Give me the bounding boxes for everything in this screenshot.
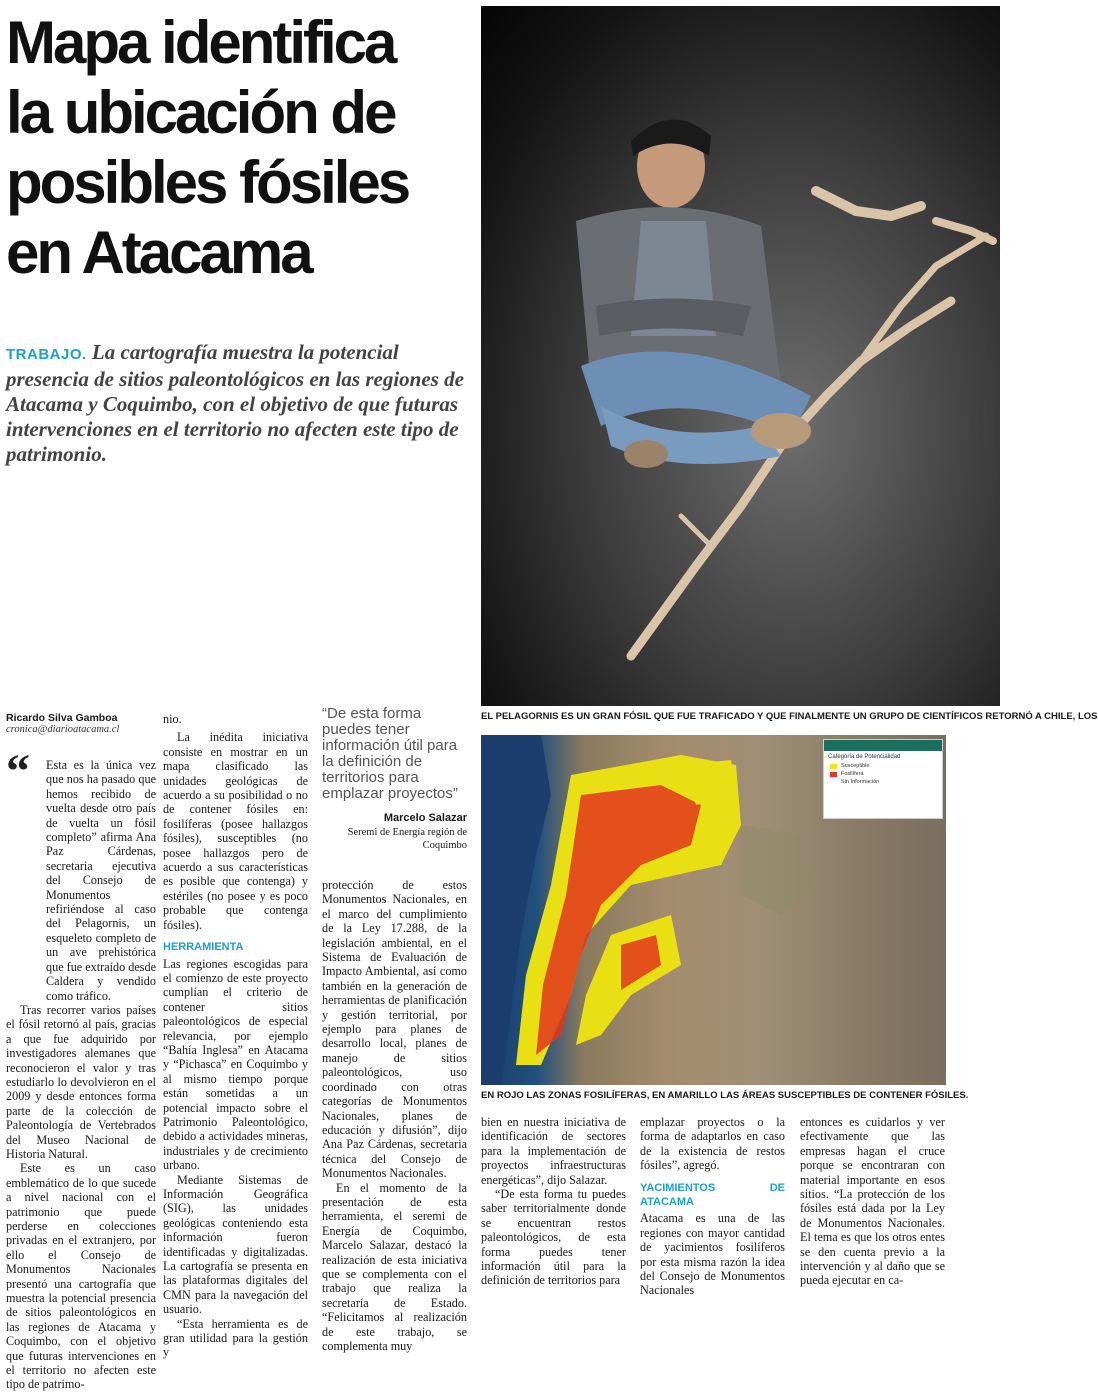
lead-paragraph <box>6 340 476 467</box>
author-name: Ricardo Silva Gamboa <box>6 712 118 724</box>
legend-swatch <box>830 764 837 769</box>
pull-quote-author: Marcelo Salazar <box>383 812 467 824</box>
pull-quote-role: Seremi de Energía región de Coquimbo <box>347 827 467 851</box>
paragraph: entonces es cuidarlos y ver efectivamente que las empresas hagan el cruce porque se encontraran con material importante en esos sitios. “La protección de los fósiles está dada por la Ley de Monumentos Nacionales. El tema es que los otros entes se den cuenta previo a la intervención y al daño que se pueda ejecutar en ca- <box>800 1115 945 1288</box>
paragraph: “Esta herramienta es de gran utilidad para la gestión y <box>163 1316 308 1360</box>
legend-item <box>824 762 942 770</box>
legend-label: Fosilífera <box>841 771 864 777</box>
paragraph: Tras recorrer varios países el fósil retornó al país, gracias a que fue adquirido por investigadores alemanes que reconocieron el valor y tras estudiarlo lo devolvieron en el 2009 y desde entonces forma parte de la colección de Paleontología de Vertebrados del Museo Nacional de Historia Natural. <box>6 1002 156 1161</box>
paragraph: Mediante Sistemas de Información Geográfica (SIG), las unidades geológicas conteniendo esta información fueron identificadas y digitalizadas. La cartografía se presenta en las plataformas digitales del CMN para la navegación del usuario. <box>163 1172 308 1317</box>
legend-swatch <box>830 772 837 777</box>
column-3 <box>322 878 467 1353</box>
paragraph: La inédita iniciativa consiste en mostrar en un mapa clasificado las unidades geológicas de acuerdo a su posibilidad o no de contener fósiles en: fosilíferas (posee hallazgos fósiles), susceptibles (no posee hallazgos pero de acuerdo a sus características es posible que contenga) y estériles (no posee y es poco probable que contenga fósiles). <box>163 730 308 932</box>
pull-quote <box>322 706 467 852</box>
headline <box>6 8 476 288</box>
map-caption: EN ROJO LAS ZONAS FOSILÍFERAS, EN AMARILLO LAS ÁREAS SUSCEPTIBLES DE CONTENER FÓSILES. <box>481 1090 969 1101</box>
paragraph: Atacama es una de las regiones con mayor cantidad de yacimientos fosilíferos por esta misma razón la idea del Consejo de Monumentos Nacionales <box>640 1211 785 1298</box>
headline-line: la ubicación de <box>6 79 395 146</box>
paragraph: bien en nuestra iniciativa de identificación de sectores para la implementación de proyectos infraestructuras energéticas”, dijo Salazar. <box>481 1115 626 1187</box>
lead-text: La cartografía muestra la potencial presencia de sitios paleontológicos en las regiones de Atacama y Coquimbo, con el objetivo de que futuras intervenciones en el territorio no afecten este tipo de patrimonio. <box>6 340 464 466</box>
legend-label: Sin Información <box>841 779 880 785</box>
author-email: cronica@diarioatacama.cl <box>6 724 120 735</box>
legend-item <box>824 778 942 786</box>
headline-line: Mapa identifica <box>6 9 395 76</box>
subhead-yacimientos: YACIMIENTOS DE ATACAMA <box>640 1181 785 1209</box>
column-1 <box>6 758 156 1392</box>
legend-swatch <box>830 780 837 785</box>
paragraph: emplazar proyectos o la forma de adaptarlos en caso de la existencia de restos fósiles”, agregó. <box>640 1115 785 1173</box>
headline-line: posibles fósiles <box>6 149 409 216</box>
legend-header-bar <box>824 740 942 751</box>
legend-title: Categoría de Potencialidad <box>828 754 901 760</box>
headline-line: en Atacama <box>6 219 311 286</box>
paragraph: “De esta forma tu puedes saber territorialmente donde se encuentran restos paleontológicos, de esta forma puedes tener información útil para la definición de territorios para <box>481 1187 626 1288</box>
column-5 <box>640 1115 785 1298</box>
map-legend <box>823 739 943 819</box>
lead-kicker: TRABAJO. <box>6 346 87 363</box>
opening-quote-icon: “ <box>6 745 30 798</box>
paragraph: Esta es la única vez que nos ha pasado que hemos recibido de vuelta desde otro país de vuelta un fósil completo” afirma Ana Paz Cárdenas, secretaria ejecutiva del Consejo de Monumentos refiriéndose al caso del Pelagornis, un esqueleto completo de un ave prehistórica que fue extraído desde Caldera y vendido como tráfico. <box>46 758 156 1003</box>
pelagornis-photo <box>481 6 1000 706</box>
photo-caption: EL PELAGORNIS ES UN GRAN FÓSIL QUE FUE TRAFICADO Y QUE FINALMENTE UN GRUPO DE CIENTÍFICOS RETORNÓ A CHILE, LOS <box>481 711 1098 722</box>
photo-illustration <box>481 6 1000 706</box>
paragraph: nio. <box>163 712 182 726</box>
pull-quote-text: “De esta forma puedes tener información útil para la definición de territorios para emplazar proyectos” <box>322 705 458 802</box>
paragraph: Las regiones escogidas para el comienzo de este proyecto cumplían el criterio de contener sitios paleontológicos de especial relevancia, por ejemplo “Bahía Inglesa” en Atacama y “Pichasca” en Coquimbo y al mismo tiempo porque están sometidas a un potencial impacto sobre el Patrimonio Paleontológico, debido a actividades mineras, industriales y de crecimiento urbano. <box>163 956 308 1173</box>
legend-item <box>824 770 942 778</box>
subhead-herramienta: HERRAMIENTA <box>163 941 244 954</box>
fossil-map <box>481 735 946 1085</box>
paragraph: En el momento de la presentación de esta herramienta, el seremi de Energía de Coquimbo, Marcelo Salazar, destacó la realización de esta iniciativa que se complementa con el trabajo que realiza la secretaría de Estado. “Felicitamos al realización de este trabajo, se complementa muy <box>322 1180 467 1353</box>
column-6 <box>800 1115 945 1288</box>
legend-label: Susceptible <box>841 763 870 769</box>
column-4 <box>481 1115 626 1288</box>
paragraph: Este es un caso emblemático de lo que sucede a nivel nacional con el patrimonio que puede perderse en colecciones privadas en el extranjero, por ello el Consejo de Monumentos Nacionales presentó una cartografía que muestra la potencial presencia de sitios paleontológicos en las regiones de Atacama y Coquimbo, con el objetivo que futuras intervenciones en el territorio no afecten este tipo de patrimo- <box>6 1161 156 1392</box>
byline <box>6 712 156 735</box>
column-2 <box>163 712 308 1360</box>
paragraph: protección de estos Monumentos Nacionales, en el marco del cumplimiento de la Ley 17.288, de la legislación ambiental, en el Sistema de Evaluación de Impacto Ambiental, así como también en la generación de herramientas de planificación y gestión territorial, por ejemplo para planes de desarrollo local, planes de manejo de sitios paleontológicos, uso coordinado con otras categorías de Monumentos Nacionales, planes de educación y difusión”, dijo Ana Paz Cárdenas, secretaria técnica del Consejo de Monumentos Nacionales. <box>322 878 467 1181</box>
